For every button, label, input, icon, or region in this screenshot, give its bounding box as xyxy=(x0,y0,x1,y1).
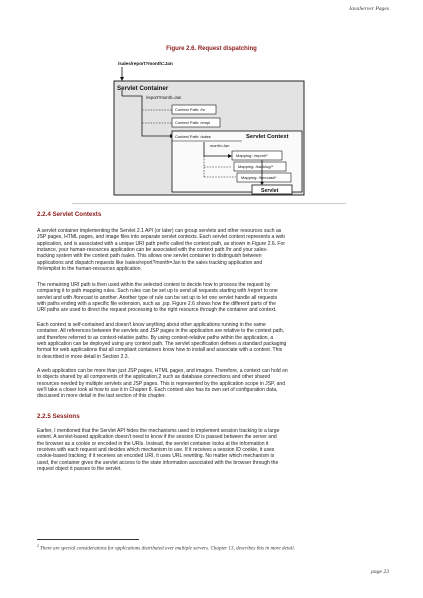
text-line: servlet and with /forecast to another. Another type of rule can be set up to let one servlet handle all requests xyxy=(37,294,278,301)
text-line: with paths ending with a specific file extension, such as .jsp. Figure 2.6 shows how the different parts of the xyxy=(37,301,276,308)
mapping-forecast: Mapping: /forecast/* xyxy=(241,175,277,180)
text-line: extent. A servlet-based application doesn't need to know if the session ID is passed between the server and xyxy=(37,434,277,441)
servlet-context-label: Servlet Context xyxy=(246,134,289,140)
text-line: container. All references between the servlets and JSP pages in the application are relative to the context path, xyxy=(37,328,285,335)
text-line: we'll take a closer look at how to use it in Chapter 8. Each context also has its own set of configuration data, xyxy=(37,387,278,394)
mapping-report: Mapping: /report/* xyxy=(236,153,268,158)
paragraph-contexts-1 xyxy=(37,228,389,272)
text-line: URI paths are used to direct the request processing to the right resource through the container and context. xyxy=(37,307,277,314)
text-line: A web application can be more than just JSP pages, HTML pages, and images. Therefore, a context can hold on xyxy=(37,368,288,374)
section-sessions xyxy=(37,413,389,420)
text-line: instance, your human-resources application can be associated with the context path /hr and your sales- xyxy=(37,247,268,254)
month-param-label: month=Jan xyxy=(210,143,230,148)
text-line: tracking system with the context path /sales. This allows one servlet container to distinguish between xyxy=(37,253,262,260)
context-path-hr: Context Path: /hr xyxy=(175,107,206,112)
section-heading-contexts: 2.2.4 Servlet Contexts xyxy=(37,211,102,218)
text-line: A servlet container implementing the Servlet 2.1 API (or later) can group servlets and other resources such as xyxy=(37,228,282,234)
text-line: discussed in more detail in the last section of this chapter. xyxy=(37,393,166,400)
footnote-number: 2 xyxy=(37,544,39,548)
text-line: cookie-based tracking; if it receives an encoded URI, it uses URL rewriting. No matter which mechanism is xyxy=(37,453,275,460)
text-line: resources needed by multiple servlets and JSP pages. This is represented by the application scope in JSP, and xyxy=(37,380,286,387)
footnote-rule xyxy=(37,539,139,540)
section-heading-sessions: 2.2.5 Sessions xyxy=(37,413,80,420)
figure-divider xyxy=(72,203,346,204)
paragraph-contexts-4 xyxy=(37,368,389,400)
servlet-context-box xyxy=(172,131,302,192)
footnote xyxy=(37,544,295,552)
text-line: JSP pages, HTML pages, and image files into separate servlet contexts. Each servlet context represents a web xyxy=(37,234,285,241)
text-line: request object it passes to the servlet. xyxy=(37,466,122,473)
text-line: application, and is associated with a unique URI path prefix called the context path, as shown in Figure 2.6. For xyxy=(37,240,285,247)
context-path-sales: Context Path: /sales xyxy=(175,134,211,139)
request-dispatching-diagram xyxy=(112,58,312,198)
section-servlet-contexts xyxy=(37,211,389,218)
footnote-text: There are special considerations for applications distributed over multiple servers. Chapter 13, describes this in more detail. xyxy=(40,545,295,552)
text-line: comparing it to path mapping rules. Such rules can be set up to send all requests starting with /report to one xyxy=(37,288,278,295)
text-line: /hr/emplist to the human-resources application. xyxy=(37,266,142,273)
text-line: applications and dispatch requests like /sales/report?month=Jan to the sales tracking application and xyxy=(37,259,263,266)
text-line: and therefore referred to as context-relative paths. By using context-relative paths within the application, a xyxy=(37,334,274,341)
text-line: The remaining URI path is then used within the selected context to decide how to process the request by xyxy=(37,282,271,288)
sub-request-label: /report?month=Jan xyxy=(146,95,182,100)
text-line: web application can be deployed using any context path. The servlet specification defines a standard packaging xyxy=(37,341,287,348)
text-line: Earlier, I mentioned that the Servlet API hides the mechanisms used to implement session tracking to a large xyxy=(37,428,280,434)
mapping-backlog: Mapping: /backlog/* xyxy=(238,164,274,169)
page-number: page 23 xyxy=(371,569,389,575)
paragraph-sessions-1 xyxy=(37,428,389,472)
text-line: the browser as a cookie or encoded in the URIs. Instead, the servlet container looks at the information it xyxy=(37,440,269,447)
text-line: format for web applications that all compliant containers know how to install and associate with a context. This xyxy=(37,347,283,354)
figure-caption: Figure 2.6. Request dispatching xyxy=(166,46,257,52)
servlet-container-label: Servlet Container xyxy=(117,85,169,92)
context-path-empl: Context Path: /empl xyxy=(175,120,211,125)
text-line: Each context is self-contained and doesn't know anything about other applications running in the same xyxy=(37,322,266,328)
paragraph-contexts-3 xyxy=(37,322,389,360)
text-line: to objects shared by all components of the application,2 such as database connections and other shared xyxy=(37,374,271,381)
running-header: JavaServer Pages xyxy=(348,6,389,12)
text-line: receives with each request and decides which mechanism to use. If it receives a session ID cookie, it uses xyxy=(37,447,275,454)
paragraph-contexts-2 xyxy=(37,282,389,314)
text-line: is described in more detail in Section 2.3. xyxy=(37,353,130,360)
text-line: used, the container gives the servlet access to the state information associated with the browser through the xyxy=(37,459,279,466)
servlet-label: Servlet xyxy=(261,188,279,194)
request-uri-label: /sales/report?month=Jan xyxy=(118,61,173,66)
